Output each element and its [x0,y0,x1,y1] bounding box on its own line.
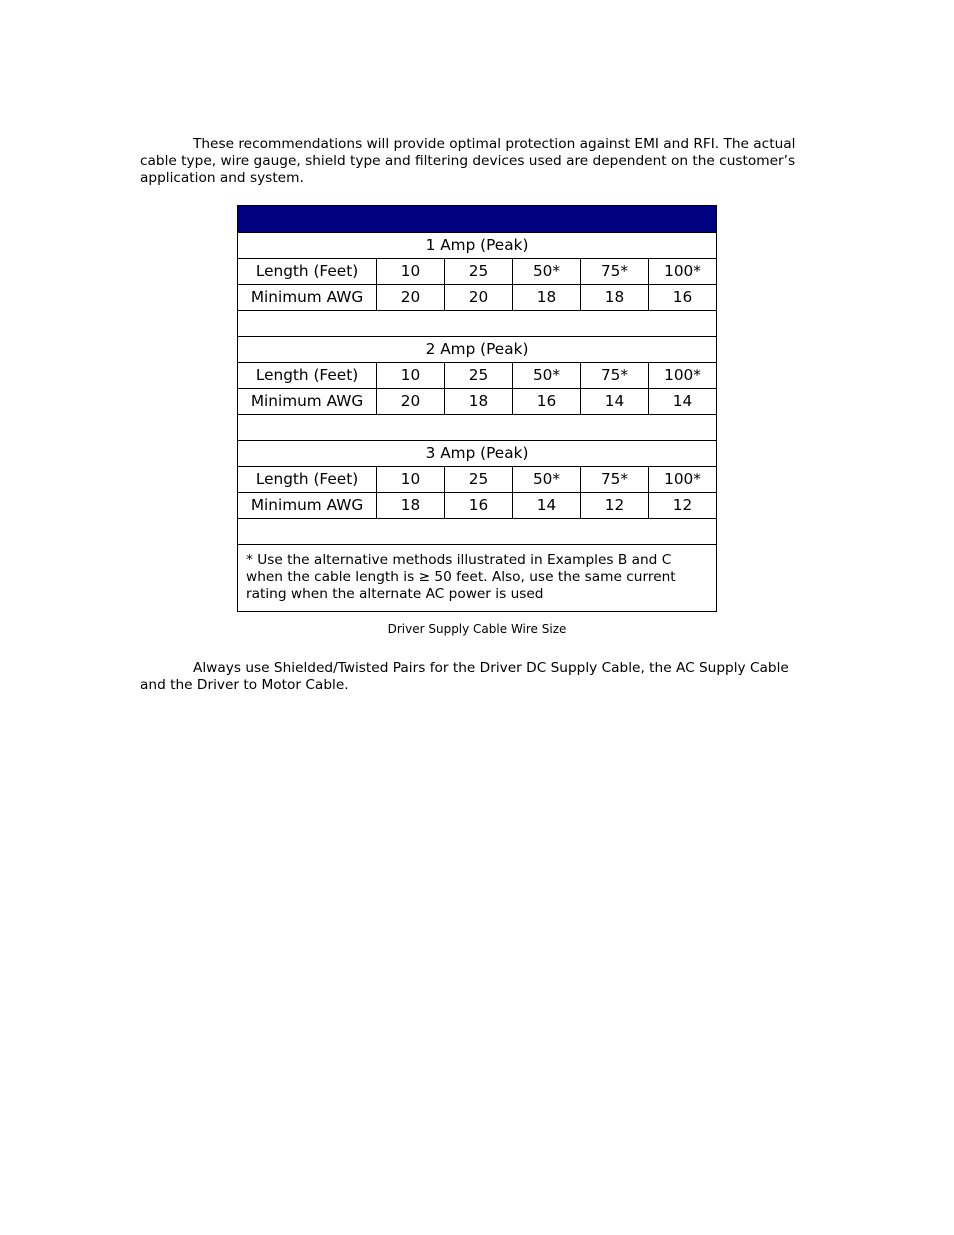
section-title-row [238,233,717,259]
length-cell: 50* [513,363,581,389]
section-title-row [238,337,717,363]
awg-cell: 20 [377,389,445,415]
awg-cell: 12 [649,493,717,519]
spacer-row [238,311,717,337]
footnote: * Use the alternative methods illustrated in Examples B and C when the cable length is ≥ 50 feet. Also, use the same current rating when the alternate AC power is used [238,545,717,612]
length-row [238,259,717,285]
table-caption: Driver Supply Cable Wire Size [387,622,567,636]
awg-label: Minimum AWG [238,389,377,415]
length-label: Length (Feet) [238,363,377,389]
length-cell: 25 [445,363,513,389]
section-title: 3 Amp (Peak) [238,441,717,467]
section-title-row [238,441,717,467]
awg-cell: 14 [581,389,649,415]
length-cell: 25 [445,467,513,493]
awg-cell: 14 [513,493,581,519]
section-title: 1 Amp (Peak) [238,233,717,259]
awg-cell: 20 [377,285,445,311]
awg-cell: 12 [581,493,649,519]
length-cell: 100* [649,363,717,389]
spacer-cell [238,311,717,337]
awg-cell: 18 [513,285,581,311]
length-cell: 75* [581,363,649,389]
awg-cell: 18 [581,285,649,311]
closing-text: Always use Shielded/Twisted Pairs for the Driver DC Supply Cable, the AC Supply Cable and the Driver to Motor Cable. [140,660,789,693]
awg-row [238,389,717,415]
intro-paragraph [140,136,800,187]
awg-cell: 18 [445,389,513,415]
awg-cell: 16 [513,389,581,415]
awg-row [238,285,717,311]
length-cell: 100* [649,259,717,285]
length-label: Length (Feet) [238,259,377,285]
table-header-bar [238,206,717,233]
spacer-cell [238,519,717,545]
length-cell: 10 [377,467,445,493]
footnote-row [238,545,717,612]
closing-paragraph [140,660,800,694]
length-cell: 75* [581,467,649,493]
awg-cell: 14 [649,389,717,415]
awg-row [238,493,717,519]
spacer-cell [238,415,717,441]
length-cell: 100* [649,467,717,493]
section-title: 2 Amp (Peak) [238,337,717,363]
length-cell: 75* [581,259,649,285]
awg-cell: 18 [377,493,445,519]
length-cell: 50* [513,467,581,493]
length-row [238,467,717,493]
awg-cell: 20 [445,285,513,311]
intro-text: These recommendations will provide optimal protection against EMI and RFI. The actual cable type, wire gauge, shield type and filtering devices used are dependent on the customer’s application and system. [140,136,796,186]
length-label: Length (Feet) [238,467,377,493]
length-cell: 10 [377,363,445,389]
wire-size-table [237,205,717,612]
length-cell: 10 [377,259,445,285]
spacer-row [238,415,717,441]
awg-label: Minimum AWG [238,285,377,311]
spacer-row [238,519,717,545]
header-cell [238,206,717,233]
awg-cell: 16 [445,493,513,519]
awg-label: Minimum AWG [238,493,377,519]
length-row [238,363,717,389]
length-cell: 25 [445,259,513,285]
awg-cell: 16 [649,285,717,311]
length-cell: 50* [513,259,581,285]
